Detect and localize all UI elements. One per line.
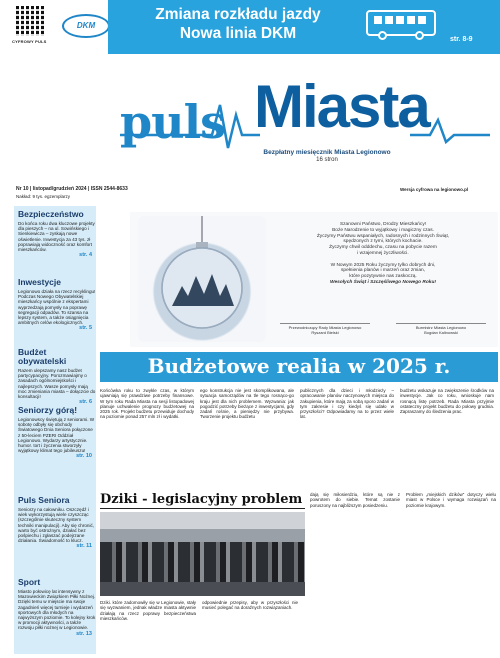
sidebar-section-text: Miasto połowicę lat intensywny z Mazowieckim Związkiem Piłki Nożnej. Dzięki temu w miejscie ma swoje zagadnień więcej turnieje i wydarzeń sportowych dla młodych na najwyższym poziomie. To kolejny krok w promocji aktywności, a także rozwoju piłki nożnej w Legionowie. — [18, 589, 96, 631]
sidebar-section-title: Budżet obywatelski — [18, 347, 67, 366]
masthead-pages: 16 stron — [316, 157, 338, 163]
meeting-photo — [100, 512, 305, 596]
sidebar-section-security[interactable] — [18, 210, 96, 258]
sidebar-section-title: Bezpieczeństwo — [18, 209, 84, 219]
headline-divider — [100, 508, 305, 509]
qr-code[interactable] — [16, 6, 46, 36]
sidebar-section-text: Seniorzy na całowniku. Oszczędź i wiek wykorzystują wiele czyszcząc (szczególnie skuteczny system techniki manipulacji). Aby się chronić, warto być ostrożnym, działać bez pośpiechu i zgłaszać podejrzane działania. Świadomość to klucz. — [18, 507, 95, 544]
greeting-line: Wesołych Świąt i Szczęśliwego Nowego Roku! — [330, 279, 436, 285]
budget-column-3: publicznych dla dzieci i młodzieży – opracowanie planów naczynowych miejsca do zakupienia, które mają za sobą sporo zadań w tym zakresie i czy kiedyś się udało w przyszłości? Odpowiadamy na to przez wiele lat. — [300, 388, 394, 420]
signature-mayor — [396, 314, 486, 335]
circulation-info: Nakład: 9 tys. egzemplarzy — [16, 194, 71, 199]
dkm-logo: DKM — [62, 14, 110, 38]
sidebar-section-investments[interactable] — [18, 278, 96, 331]
greeting-line: Życzymy chwil odddechu, czasu na pobycie razem — [329, 245, 437, 251]
masthead-subtitle: Bezpłatny miesięcznik Miasta Legionowo — [263, 149, 391, 156]
dziki-column-4: Problem „miejskich dzików” dotyczy wielu miast w Polsce i wymaga rozwiązań na poziomie krajowym. — [406, 492, 496, 508]
sidebar-section-ref[interactable]: str. 10 — [76, 453, 92, 460]
signature-name: Ryszard Bielski — [311, 330, 339, 335]
banner-headline-2: Nowa linia DKM — [179, 25, 297, 42]
greeting-line: spełnienia planów i marzeń oraz zmian, — [341, 268, 425, 274]
masthead-puls: puls — [120, 95, 225, 149]
sidebar-section-budget[interactable] — [18, 348, 96, 405]
greeting-text — [278, 222, 488, 286]
signature-name: Bogdan Kalinowski — [424, 330, 458, 335]
masthead-miasta: Miasta — [254, 73, 429, 140]
greeting-line: W Nowym 2025 Roku życzymy tylko dobrych dni, — [330, 262, 436, 268]
qr-label: CYFROWY PULS — [12, 39, 47, 44]
budget-column-4: budżetu wskazuje na zwiększenie środków na inwestycje. Jak co roku, wnioskuje nam rosnącą listę potrzeb. Rada Miasta przyjmie ostateczny projekt budżetu do połowy grudnia. Zapraszamy do śledzenia prac. — [400, 388, 494, 415]
signature-scribble — [396, 314, 486, 324]
bus-icon — [366, 10, 436, 36]
sidebar-section-sport[interactable] — [18, 578, 96, 637]
dziki-column-1: Dziki. które zadomowiły się w Legionowie, stały się wyzwaniem, jednak władze miasta aktywnie działają na rzecz poprawy bezpieczeństwa mieszkańców. — [100, 600, 196, 621]
signature-role: Przewodniczący Rady Miasta Legionowo — [288, 325, 362, 330]
sidebar-section-title: Puls Seniora — [18, 495, 70, 505]
greeting-line: które pozytywnie nas zaskoczą. — [349, 274, 417, 280]
dziki-column-2: odpowiednie przepisy, aby w przyszłości nie musieć polegać na doraźnych rozwiązaniach. — [202, 600, 298, 611]
digital-version-link[interactable]: Wersja cyfrowa na legionowo.pl — [400, 187, 469, 192]
signature-council-chair — [280, 314, 370, 335]
banner-page-ref: str. 8-9 — [450, 36, 473, 43]
budget-column-2: ego konstrukcja nie jest skomplikowana, ale sytuacja samorządów na tle tego rosnąco-go kraju jest dla nich problemem. Wyzwania: jak pogodzić potrzeby bieżące z inwestycjami, gdy zadań rośnie, a pieniędzy nie przybywa. Tworzenie projektu budżetu — [200, 388, 294, 420]
sidebar-section-text: Legionowscy świętują z seniorami. W sobotę odbyły się obchody Światowego Dnia Seniora połączone z 50-leciem PZERI Oddział Legionowo. Wydarzy artystycznie. humor. tort i życzenia stworzyły wyjątkowy klimat tego jubileuszu! — [18, 417, 95, 454]
sidebar-section-ref[interactable]: str. 13 — [76, 630, 92, 637]
budget-headline[interactable]: Budżetowe realia w 2025 r. — [147, 354, 451, 378]
budget-column-1: Końcówka roku to zwykle czas, w którym ujawniają się prawdziwe potrzeby finansowe. W tym roku Rada Miasta na sesji listopadowej planuje uchwalenie prognozy budżetowej na 2025 rok. Projekt budżetu przewiduje dochody na poziomie ponad 257 mln zł i wydatki. — [100, 388, 194, 420]
sidebar-section-puls-seniora[interactable] — [18, 496, 96, 549]
sidebar — [14, 206, 96, 654]
sidebar-section-title: Seniorzy górą! — [18, 405, 78, 415]
issue-info: Nr 10 | listopad/grudzień 2024 | ISSN 2544-8633 — [16, 186, 128, 192]
sidebar-section-ref[interactable]: str. 6 — [79, 399, 92, 406]
dziki-column-3: dają się miłosierdziu, które są nie z powrotem do siebie. Temat zostanie poruszony na najbliższym posiedzeniu. — [310, 492, 400, 508]
sidebar-section-text: Do końca roku dwa kluczowe projekty dla pieszych – na ul. Sowińskiego i Sienkiewicza – zyskają nowe oświetlenie. Inwestycja za 43 tys. zł poprawiają widoczność oraz komfort mieszkańców. — [18, 221, 95, 253]
sidebar-section-title: Sport — [18, 577, 41, 587]
christmas-greeting-card — [130, 212, 498, 347]
sidebar-section-text: Legionowo działa na rzecz recyklingu! Podczas Nowego Obywatelskiej mieszkańcy wspólnie z ekspertami wyprzedzają pomysły na poprawę segregacji odpadów. To szansa na lepszy system, a także osiągnięcia ambitnych celów ekologicznych. — [18, 289, 96, 326]
sidebar-section-text: Razem ulepszamy nasz budżet partycypacyjny. Porozmawiajmy o zasadach ogólnomiejskości i najlepszych. Wasze pomysły mają moc zmieniania miasta – dołączcie do konsultacji! — [18, 368, 96, 400]
greeting-line: i wzajemnej życzliwości. — [357, 250, 409, 256]
christmas-ornament-image — [138, 216, 266, 342]
banner-headline-1: Zmiana rozkładu jazdy — [155, 6, 321, 23]
dziki-headline[interactable]: Dziki - legislacyjny problem — [100, 492, 303, 507]
greeting-line: Szanowni Państwo, Drodzy Mieszkańcy! — [339, 222, 427, 227]
sidebar-section-seniors[interactable] — [18, 406, 96, 459]
signature-role: Burmistrz Miasta Legionowo — [415, 325, 467, 330]
greeting-line: Życzymy Państwu wspaniałych, radosnych i rodzinnych Świąt, — [316, 233, 450, 239]
sidebar-section-ref[interactable]: str. 4 — [79, 252, 92, 259]
greeting-line: Boże Narodzenie to wyjątkowy i magiczny czas. — [332, 227, 434, 233]
sidebar-section-title: Inwestycje — [18, 277, 61, 287]
sidebar-section-ref[interactable]: str. 11 — [76, 543, 92, 550]
signature-scribble — [280, 314, 370, 324]
greeting-line: spędzonych z tymi, których kochacie. — [343, 239, 423, 245]
sidebar-section-ref[interactable]: str. 5 — [79, 325, 92, 332]
